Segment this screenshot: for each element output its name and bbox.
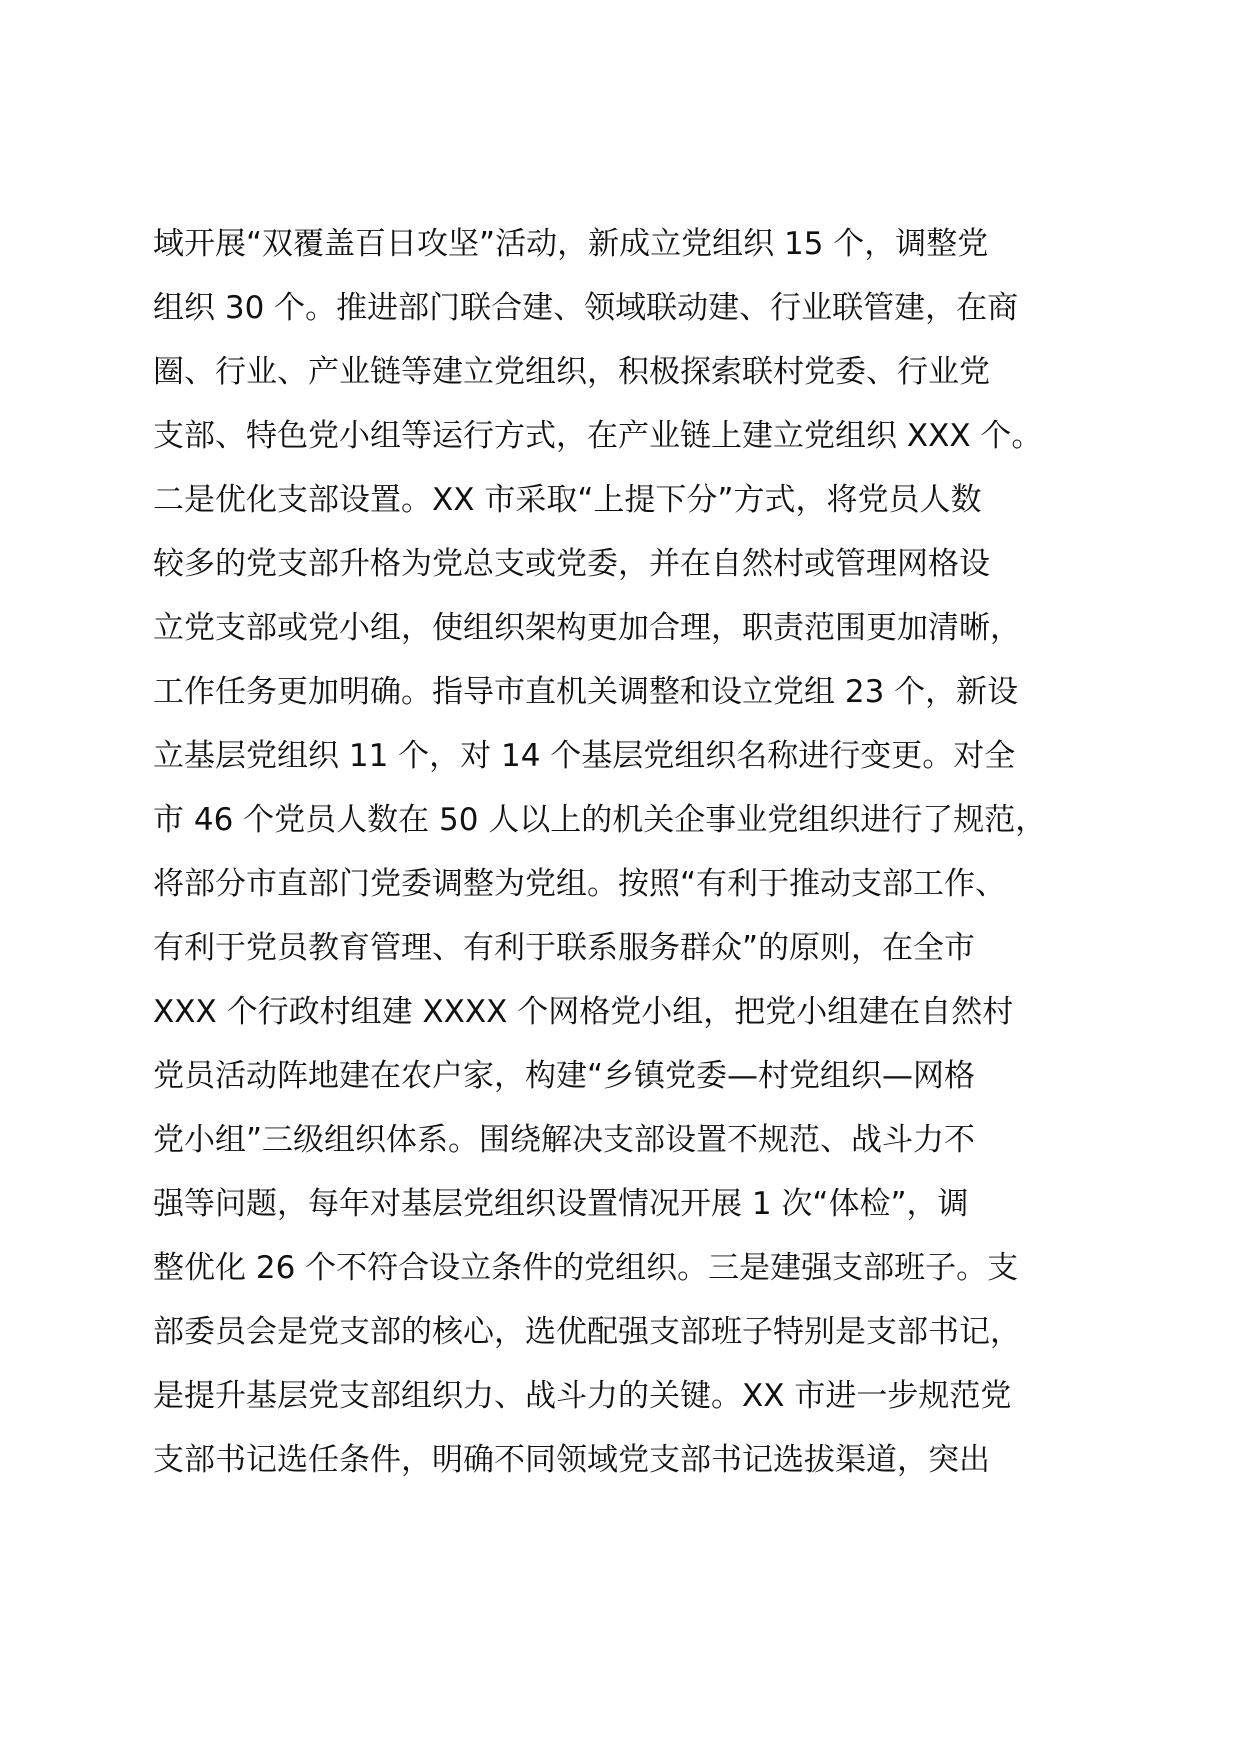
text-line: 是提升基层党支部组织力、战斗力的关键。XX 市进一步规范党 — [153, 1378, 1012, 1414]
text-line: 整优化 26 个不符合设立条件的党组织。三是建强支部班子。支 — [153, 1250, 1019, 1286]
text-line: 较多的党支部升格为党总支或党委，并在自然村或管理网格设 — [153, 546, 990, 582]
text-line: 立党支部或党小组，使组织架构更加合理，职责范围更加清晰， — [153, 610, 1021, 646]
text-line: 支部、特色党小组等运行方式，在产业链上建立党组织 XXX 个。 — [153, 418, 1043, 454]
text-line: 二是优化支部设置。XX 市采取“上提下分”方式，将党员人数 — [153, 482, 982, 518]
text-line: XXX 个行政村组建 XXXX 个网格党小组，把党小组建在自然村 — [153, 994, 1014, 1030]
text-line: 工作任务更加明确。指导市直机关调整和设立党组 23 个，新设 — [153, 674, 1019, 710]
body-text — [153, 212, 1113, 1492]
text-line: 部委员会是党支部的核心，选优配强支部班子特别是支部书记， — [153, 1314, 1021, 1350]
text-line: 组织 30 个。推进部门联合建、领域联动建、行业联管建，在商 — [153, 290, 1019, 326]
text-line: 党小组”三级组织体系。围绕解决支部设置不规范、战斗力不 — [153, 1122, 976, 1158]
text-line: 域开展“双覆盖百日攻坚”活动，新成立党组织 15 个，调整党 — [153, 226, 989, 262]
text-line: 市 46 个党员人数在 50 人以上的机关企事业党组织进行了规范， — [153, 802, 1047, 838]
text-line: 圈、行业、产业链等建立党组织，积极探索联村党委、行业党 — [153, 354, 990, 390]
text-line: 党员活动阵地建在农户家，构建“乡镇党委—村党组织—网格 — [153, 1058, 976, 1094]
text-line: 支部书记选任条件，明确不同领域党支部书记选拔渠道，突出 — [153, 1442, 990, 1478]
text-line: 强等问题，每年对基层党组织设置情况开展 1 次“体检”，调 — [153, 1186, 969, 1222]
text-line: 有利于党员教育管理、有利于联系服务群众”的原则，在全市 — [153, 930, 976, 966]
text-line: 将部分市直部门党委调整为党组。按照“有利于推动支部工作、 — [153, 866, 1007, 902]
text-line: 立基层党组织 11 个，对 14 个基层党组织名称进行变更。对全 — [153, 738, 1016, 774]
